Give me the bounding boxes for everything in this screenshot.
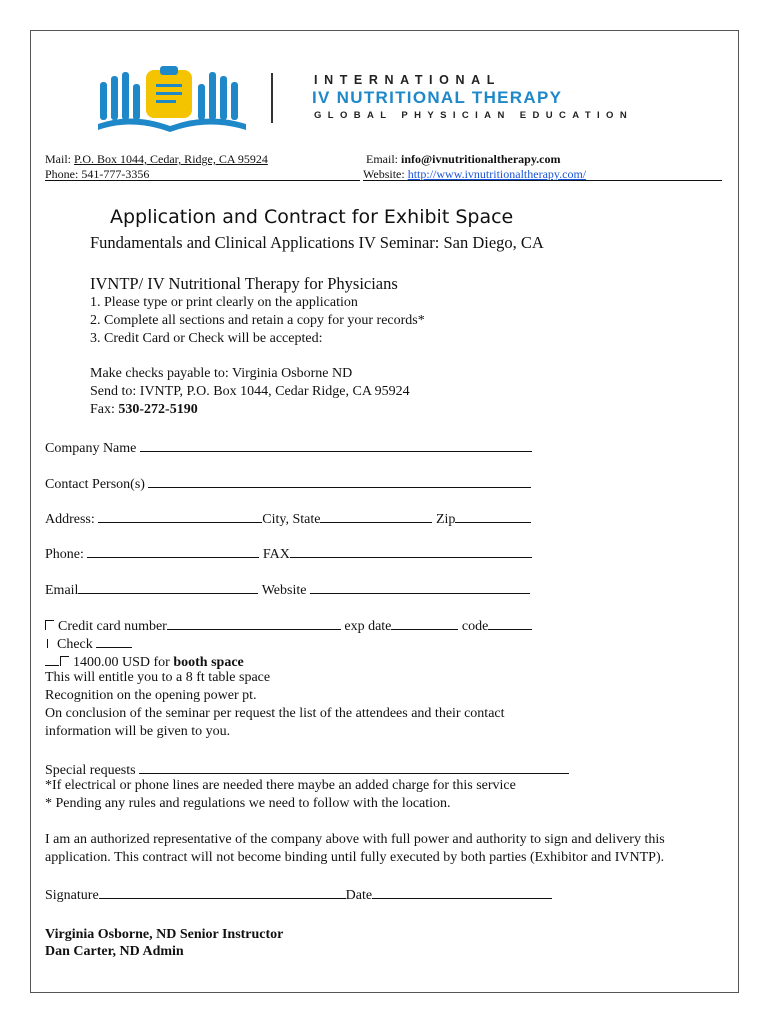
- special-note-2: * Pending any rules and regulations we need to follow with the location.: [45, 796, 451, 811]
- email-field[interactable]: [78, 580, 258, 594]
- entitlement-1: This will entitle you to a 8 ft table space: [45, 670, 271, 685]
- fax-line: Fax: 530-272-5190: [90, 402, 198, 417]
- company-name-row: Company Name: [45, 438, 532, 457]
- entitlement-2: Recognition on the opening power pt.: [45, 688, 257, 703]
- fax-number: 530-272-5190: [118, 402, 198, 417]
- check-field[interactable]: [96, 634, 132, 648]
- logo-divider: [271, 73, 273, 123]
- instruction-2: 2. Complete all sections and retain a copy for your records*: [90, 313, 425, 328]
- signature-row: Signature Date: [45, 885, 552, 904]
- fax-field[interactable]: [290, 544, 532, 558]
- credit-card-field[interactable]: [167, 616, 341, 630]
- contact-persons-field[interactable]: [148, 474, 531, 488]
- credit-card-checkbox[interactable]: [45, 620, 54, 630]
- phone-number: 541-777-3356: [81, 167, 150, 181]
- address-row: Address: City, State Zip: [45, 509, 531, 528]
- logo-line-iv-nutritional-therapy: IV NUTRITIONAL THERAPY: [312, 88, 563, 107]
- phone-fax-row: Phone: FAX: [45, 544, 532, 563]
- phone-underline: [45, 180, 360, 181]
- seminar-subtitle: Fundamentals and Clinical Applications IV Seminar: San Diego, CA: [90, 233, 544, 252]
- special-requests-field[interactable]: [139, 760, 569, 774]
- signature-field[interactable]: [99, 885, 346, 899]
- program-name: IVNTP/ IV Nutritional Therapy for Physicians: [90, 274, 398, 293]
- booth-checkbox[interactable]: [60, 656, 69, 666]
- exp-date-field[interactable]: [391, 616, 458, 630]
- entitlement-4: information will be given to you.: [45, 724, 231, 739]
- company-name-field[interactable]: [140, 438, 532, 452]
- phone-line: Phone: 541-777-3356: [45, 167, 150, 181]
- email-line: Email: info@ivnutritionaltherapy.com: [366, 152, 561, 166]
- page-title: Application and Contract for Exhibit Space: [110, 206, 514, 228]
- signer-2: Dan Carter, ND Admin: [45, 944, 184, 959]
- phone-field[interactable]: [87, 544, 259, 558]
- address-field[interactable]: [98, 509, 262, 523]
- website-field[interactable]: [310, 580, 530, 594]
- mail-line: Mail: P.O. Box 1044, Cedar, Ridge, CA 95924: [45, 152, 268, 166]
- logo-line-global-physician-education: GLOBAL PHYSICIAN EDUCATION: [314, 110, 634, 121]
- check-checkbox[interactable]: [47, 639, 49, 648]
- mail-address: P.O. Box 1044, Cedar, Ridge, CA 95924: [74, 152, 268, 166]
- entitlement-3: On conclusion of the seminar per request the list of the attendees and their contact: [45, 706, 505, 721]
- website-link[interactable]: http://www.ivnutritionaltherapy.com/: [407, 167, 587, 181]
- special-note-1: *If electrical or phone lines are needed there maybe an added charge for this service: [45, 778, 516, 793]
- authorization-line-2: application. This contract will not become binding until fully executed by both parties (Exhibitor and IVNTP).: [45, 850, 665, 865]
- special-requests-row: Special requests: [45, 760, 569, 779]
- city-state-field[interactable]: [320, 509, 432, 523]
- contact-persons-row: Contact Person(s): [45, 474, 531, 493]
- authorization-line-1: I am an authorized representative of the company above with full power and authority to sign and delivery this: [45, 832, 665, 847]
- website-underline: [363, 180, 722, 181]
- logo-book-clipboard-icon: [92, 64, 252, 134]
- instruction-3: 3. Credit Card or Check will be accepted:: [90, 331, 323, 346]
- booth-quantity-field[interactable]: [45, 652, 59, 666]
- payable-to: Make checks payable to: Virginia Osborne ND: [90, 366, 353, 381]
- code-field[interactable]: [488, 616, 532, 630]
- email-address[interactable]: info@ivnutritionaltherapy.com: [401, 152, 561, 166]
- zip-field[interactable]: [455, 509, 531, 523]
- signer-1: Virginia Osborne, ND Senior Instructor: [45, 927, 284, 942]
- website-line: Website: http://www.ivnutritionaltherapy.com/: [363, 167, 587, 181]
- logo-line-international: INTERNATIONAL: [314, 73, 501, 87]
- price-row: 1400.00 USD for booth space: [45, 652, 244, 671]
- date-field[interactable]: [372, 885, 552, 899]
- credit-card-row: Credit card number exp date code: [45, 616, 532, 635]
- instruction-1: 1. Please type or print clearly on the application: [90, 295, 358, 310]
- send-to: Send to: IVNTP, P.O. Box 1044, Cedar Ridge, CA 95924: [90, 384, 410, 399]
- check-row: Check: [45, 634, 132, 653]
- email-website-row: Email Website: [45, 580, 530, 599]
